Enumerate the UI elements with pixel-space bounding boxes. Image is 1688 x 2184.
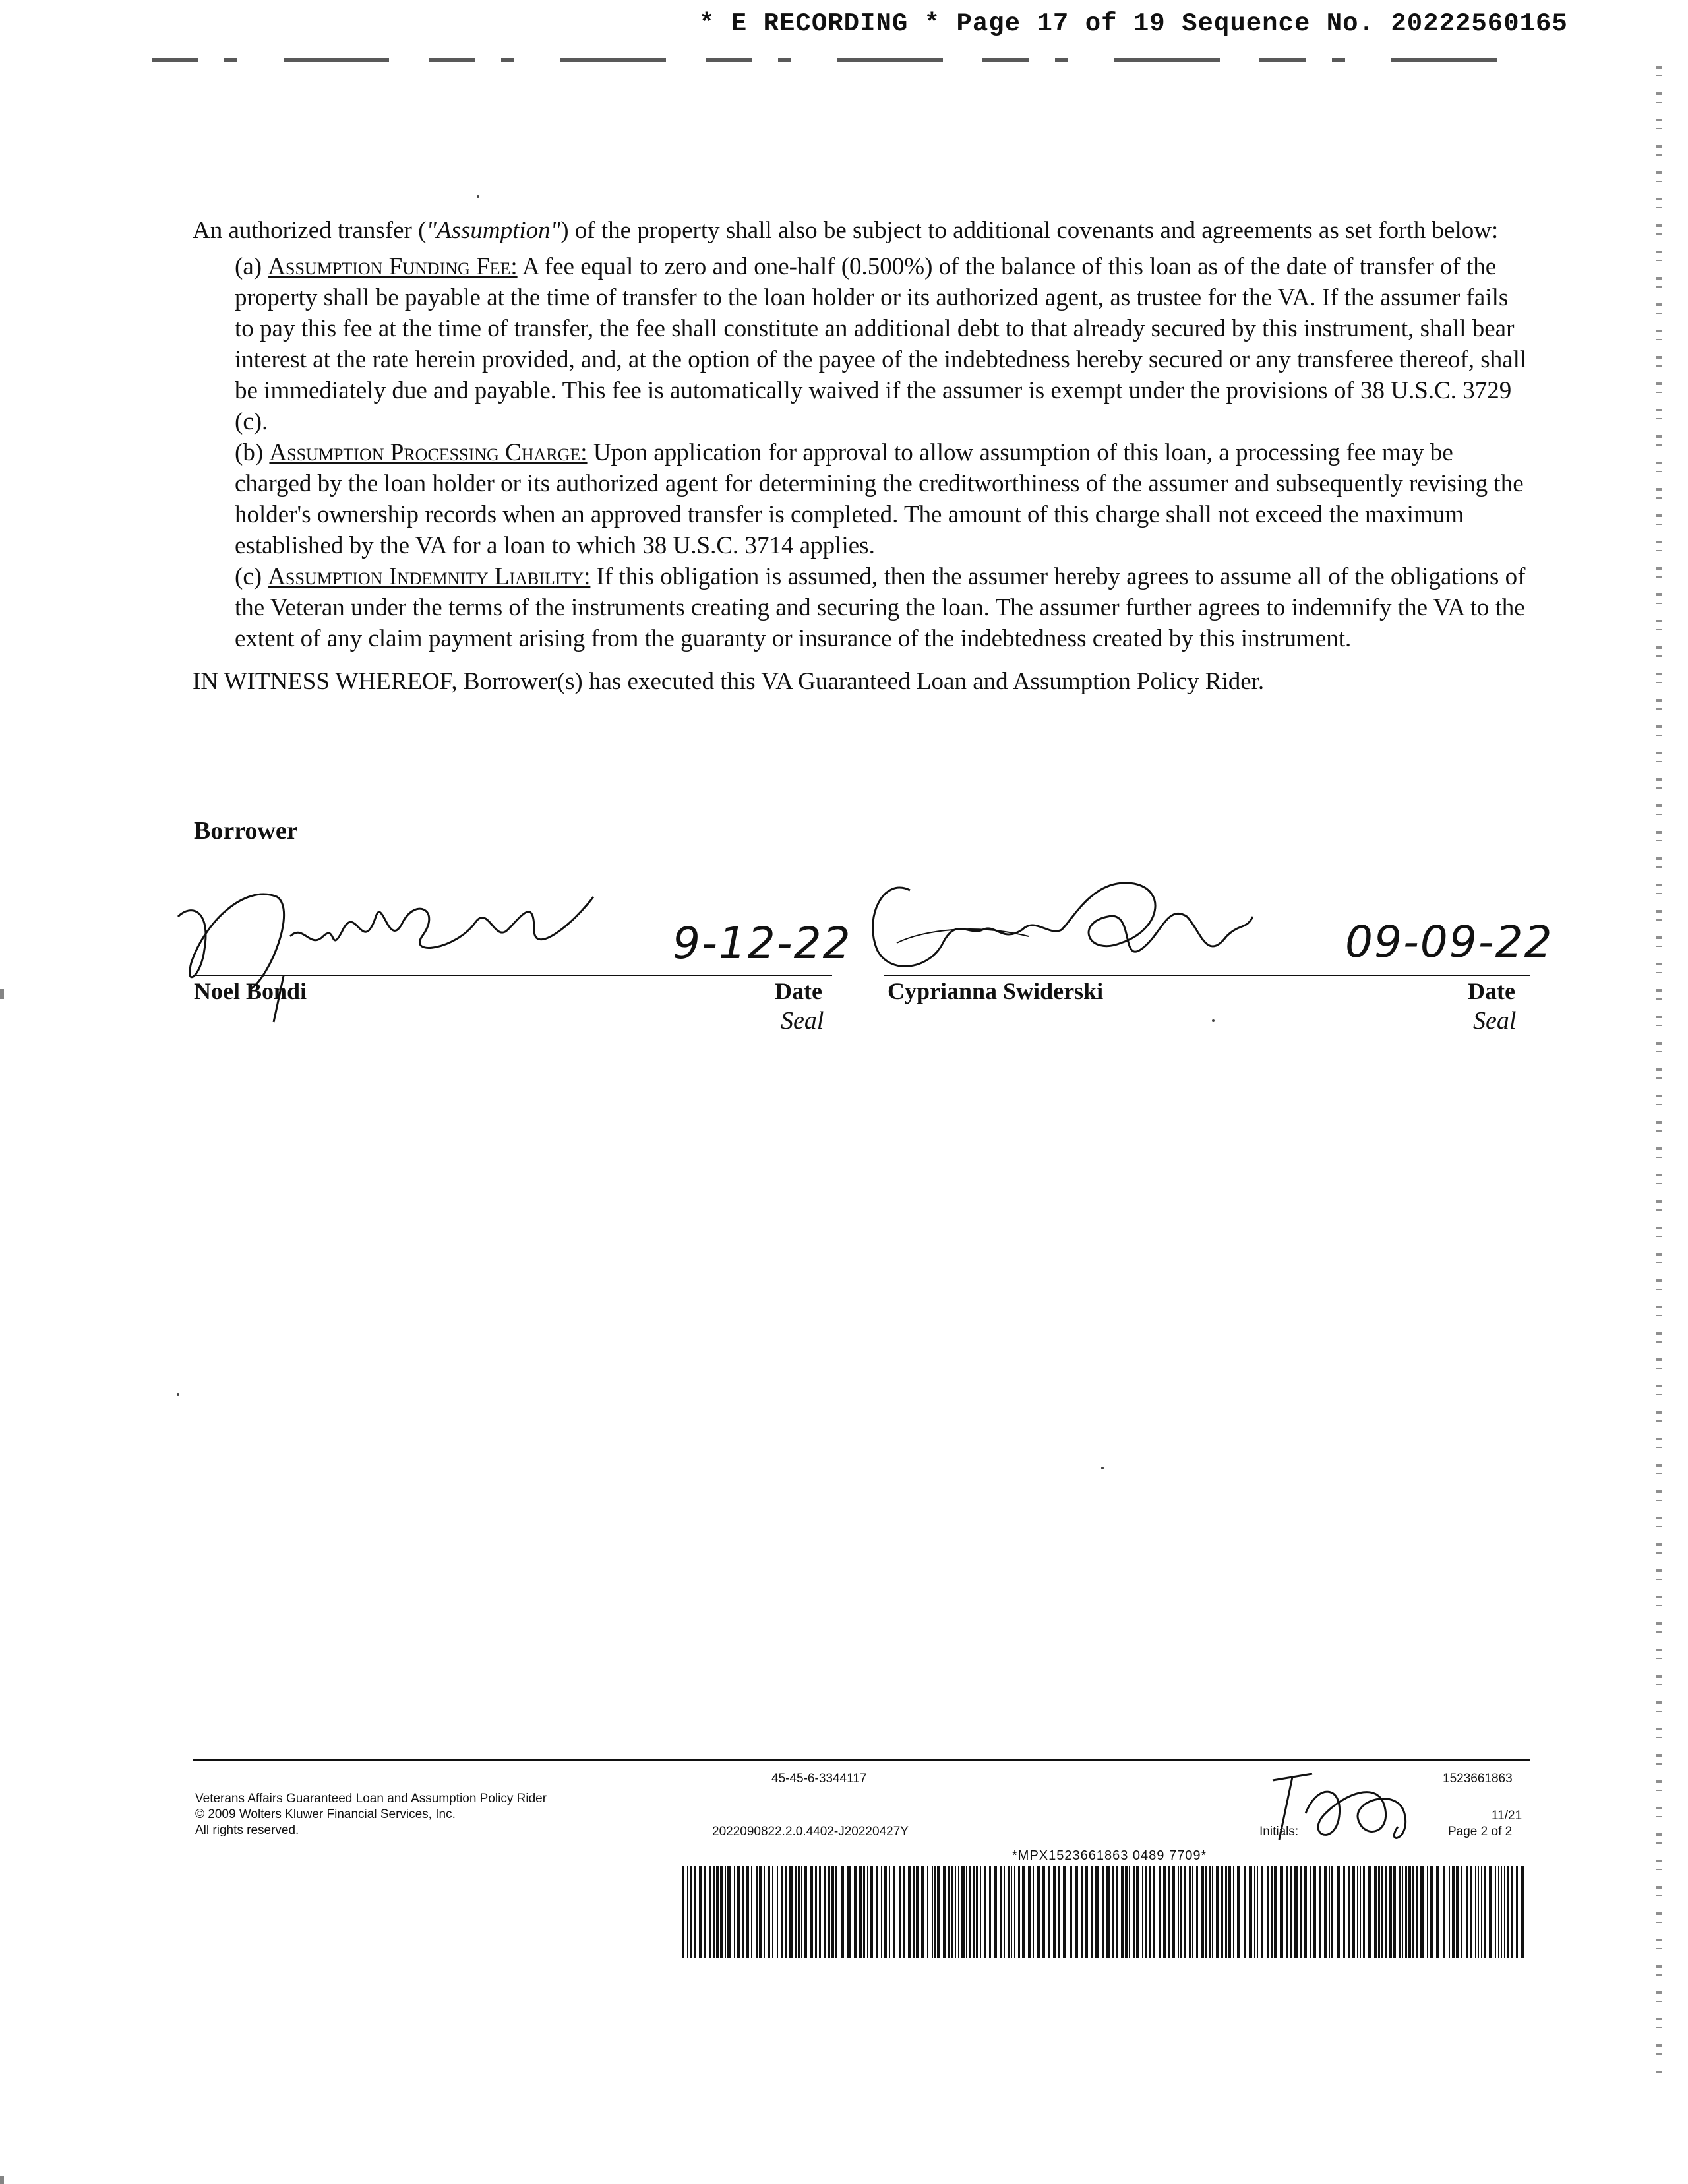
barcode-bar <box>1212 1866 1213 1958</box>
barcode-bar <box>1159 1866 1161 1958</box>
barcode-bar <box>841 1866 844 1958</box>
left-handwritten-date: 9-12-22 <box>673 918 852 969</box>
right-signer-name: Cyprianna Swiderski <box>888 978 1104 1004</box>
barcode-bar <box>716 1866 719 1958</box>
barcode-bar <box>1436 1866 1439 1958</box>
barcode-bar <box>1244 1866 1246 1958</box>
barcode-bar <box>1329 1866 1330 1958</box>
barcode-bar <box>1489 1866 1492 1958</box>
scan-dash-artifact <box>152 58 1510 62</box>
clause-b-text: Upon application for approval to allow assumption of this loan, a processing fee may be charged by the loan holder or its authorized agent for determining the creditworthiness of the assumer and subsequently revising the holder's ownership records when an approved transfer is completed. The amount of this charge shall not exceed the maximum established by the VA for a loan to which 38 U.S.C. 3714 applies. <box>235 439 1524 559</box>
left-signature-line <box>193 975 832 976</box>
barcode-bar <box>1042 1866 1045 1958</box>
clause-c-heading: Assumption Indemnity Liability: <box>268 563 591 590</box>
left-date-label: Date <box>775 978 822 1004</box>
barcode-bar <box>704 1866 706 1958</box>
barcode-bar <box>847 1866 851 1958</box>
barcode-bar <box>1172 1866 1175 1958</box>
barcode-bar <box>764 1866 765 1958</box>
footer-rights: All rights reserved. <box>195 1823 299 1837</box>
barcode-bar <box>1075 1866 1078 1958</box>
barcode-bar <box>1408 1866 1411 1958</box>
barcode-bar <box>1357 1866 1358 1958</box>
barcode-bar <box>751 1866 752 1958</box>
right-seal-label: Seal <box>1473 1007 1517 1035</box>
barcode-bar <box>1461 1866 1462 1958</box>
barcode-bar <box>1416 1866 1418 1958</box>
barcode-bar <box>913 1866 915 1958</box>
barcode-bar <box>937 1866 940 1958</box>
barcode-bar <box>1180 1866 1182 1958</box>
barcode-bar <box>1237 1866 1240 1958</box>
barcode-bar <box>759 1866 762 1958</box>
barcode-bar <box>1033 1866 1034 1958</box>
clause-c-prefix: (c) <box>235 563 268 590</box>
barcode-bar <box>824 1866 826 1958</box>
footer-form-code: 45-45-6-3344117 <box>771 1772 867 1786</box>
barcode-bar <box>1205 1866 1207 1958</box>
barcode-bar <box>1178 1866 1179 1958</box>
barcode-bar <box>785 1866 787 1958</box>
barcode-bar <box>1008 1866 1010 1958</box>
barcode-bar <box>1192 1866 1193 1958</box>
barcode-bar <box>980 1866 981 1958</box>
barcode-bar <box>884 1866 887 1958</box>
scan-right-edge-artifact <box>1656 66 1662 2077</box>
barcode-bar <box>1142 1866 1143 1958</box>
barcode-bar <box>1304 1866 1307 1958</box>
barcode-bar <box>789 1866 793 1958</box>
barcode-bar <box>1516 1866 1518 1958</box>
barcode-bar <box>1095 1866 1099 1958</box>
intro-text-1: An authorized transfer ( <box>193 217 427 244</box>
barcode-bar <box>934 1866 936 1958</box>
barcode-bar <box>1070 1866 1072 1958</box>
barcode-bar <box>815 1866 817 1958</box>
barcode-bar <box>932 1866 933 1958</box>
barcode-bar <box>1022 1866 1025 1958</box>
barcode-bar <box>1153 1866 1155 1958</box>
barcode-bar <box>1313 1866 1316 1958</box>
barcode-bar <box>859 1866 862 1958</box>
barcode-bar <box>1430 1866 1433 1958</box>
barcode-bar <box>1257 1866 1258 1958</box>
barcode-bar <box>1037 1866 1040 1958</box>
footer-doc-id: 2022090822.2.0.4402-J20220427Y <box>712 1825 909 1838</box>
barcode-bar <box>1116 1866 1118 1958</box>
barcode-bar <box>1121 1866 1124 1958</box>
barcode-bar <box>976 1866 978 1958</box>
witness-statement: IN WITNESS WHEREOF, Borrower(s) has executed this VA Guaranteed Loan and Assumption Policy Rider. <box>193 668 1265 695</box>
barcode-bar <box>682 1866 684 1958</box>
barcode-bar <box>984 1866 986 1958</box>
barcode-bar <box>1004 1866 1005 1958</box>
barcode-bar <box>927 1866 928 1958</box>
barcode-bar <box>893 1866 895 1958</box>
footer-initials-label: Initials: <box>1259 1825 1299 1838</box>
intro-assumption-term: "Assumption" <box>426 217 561 244</box>
barcode-bar <box>881 1866 882 1958</box>
barcode-bar <box>1014 1866 1015 1958</box>
barcode-bar <box>1216 1866 1219 1958</box>
barcode-bar <box>870 1866 873 1958</box>
left-seal-label: Seal <box>781 1007 824 1035</box>
barcode-bar <box>854 1866 857 1958</box>
barcode-bar <box>1456 1866 1459 1958</box>
barcode-bar <box>1000 1866 1002 1958</box>
right-handwritten-date: 09-09-22 <box>1345 917 1553 967</box>
barcode-bar <box>1028 1866 1031 1958</box>
barcode-bar <box>1286 1866 1288 1958</box>
barcode-bar <box>1063 1866 1066 1958</box>
barcode-bar <box>903 1866 905 1958</box>
intro-paragraph <box>193 215 1531 246</box>
barcode-bar <box>720 1866 723 1958</box>
barcode-bar <box>756 1866 758 1958</box>
barcode-bar <box>1261 1866 1263 1958</box>
barcode-bar <box>989 1866 991 1958</box>
barcode-bar <box>1209 1866 1211 1958</box>
barcode-bar <box>1360 1866 1361 1958</box>
barcode-bar <box>1337 1866 1340 1958</box>
barcode-bar <box>737 1866 740 1958</box>
barcode-bar <box>961 1866 965 1958</box>
barcode-bar <box>966 1866 967 1958</box>
barcode-bar <box>1163 1866 1166 1958</box>
barcode-bar <box>1504 1866 1505 1958</box>
footer-page-number: Page 2 of 2 <box>1448 1825 1513 1838</box>
right-date-label: Date <box>1468 978 1515 1004</box>
barcode-bar <box>1145 1866 1147 1958</box>
barcode-bar <box>1507 1866 1509 1958</box>
barcode-bar <box>1521 1866 1524 1958</box>
barcode-bar <box>943 1866 946 1958</box>
barcode-bar <box>781 1866 783 1958</box>
barcode-bar <box>690 1866 692 1958</box>
barcode-bar <box>958 1866 959 1958</box>
barcode-bar <box>1452 1866 1455 1958</box>
barcode-bar <box>1324 1866 1327 1958</box>
right-signature-line <box>884 975 1530 976</box>
barcode-bar <box>801 1866 802 1958</box>
barcode-bar <box>1374 1866 1377 1958</box>
barcode-bar <box>1443 1866 1445 1958</box>
barcode-bar <box>727 1866 731 1958</box>
barcode-bar <box>1352 1866 1355 1958</box>
barcode-bar <box>768 1866 770 1958</box>
barcode-bar <box>1196 1866 1198 1958</box>
barcode-bar <box>863 1866 865 1958</box>
barcode-bar <box>1427 1866 1428 1958</box>
barcode <box>682 1866 1528 1958</box>
barcode-bar <box>1363 1866 1365 1958</box>
barcode-bar <box>1412 1866 1414 1958</box>
barcode-bar <box>1085 1866 1088 1958</box>
barcode-bar <box>804 1866 807 1958</box>
footer-form-title: Veterans Affairs Guaranteed Loan and Assumption Policy Rider <box>195 1792 547 1805</box>
barcode-bar <box>1267 1866 1269 1958</box>
barcode-bar <box>1348 1866 1350 1958</box>
barcode-bar <box>772 1866 773 1958</box>
barcode-bar <box>1125 1866 1128 1958</box>
barcode-bar <box>1254 1866 1255 1958</box>
scan-left-edge-artifact <box>0 0 4 2184</box>
clause-c <box>193 561 1531 654</box>
barcode-bar <box>1389 1866 1392 1958</box>
barcode-human-readable: *MPX1523661863 0489 7709* <box>1012 1848 1207 1863</box>
barcode-bar <box>1393 1866 1396 1958</box>
barcode-bar <box>795 1866 797 1958</box>
barcode-bar <box>1466 1866 1468 1958</box>
barcode-bar <box>1233 1866 1234 1958</box>
barcode-bar <box>1294 1866 1298 1958</box>
clause-b-prefix: (b) <box>235 439 270 466</box>
barcode-bar <box>1498 1866 1499 1958</box>
barcode-bar <box>835 1866 837 1958</box>
barcode-bar <box>1381 1866 1383 1958</box>
barcode-bar <box>1201 1866 1204 1958</box>
barcode-bar <box>1184 1866 1186 1958</box>
barcode-bar <box>1290 1866 1292 1958</box>
barcode-bar <box>1511 1866 1513 1958</box>
barcode-bar <box>819 1866 821 1958</box>
barcode-bar <box>713 1866 715 1958</box>
left-signer-name: Noel Bondi <box>194 978 307 1004</box>
barcode-bar <box>1091 1866 1093 1958</box>
barcode-bar <box>1378 1866 1380 1958</box>
barcode-bar <box>828 1866 830 1958</box>
clause-b <box>193 437 1531 561</box>
barcode-bar <box>955 1866 956 1958</box>
barcode-bar <box>1478 1866 1479 1958</box>
barcode-bar <box>1112 1866 1114 1958</box>
barcode-bar <box>1274 1866 1277 1958</box>
intro-text-2: ) of the property shall also be subject to additional covenants and agreements as set forth below: <box>560 217 1499 244</box>
barcode-bar <box>1343 1866 1345 1958</box>
barcode-bar <box>1402 1866 1403 1958</box>
barcode-bar <box>867 1866 868 1958</box>
barcode-bar <box>1495 1866 1496 1958</box>
barcode-bar <box>1048 1866 1050 1958</box>
barcode-bar <box>1319 1866 1321 1958</box>
initials-handwriting <box>1266 1754 1424 1853</box>
barcode-bar <box>1280 1866 1283 1958</box>
barcode-bar <box>742 1866 744 1958</box>
barcode-bar <box>699 1866 702 1958</box>
scan-speck <box>1101 1467 1104 1469</box>
barcode-bar <box>1420 1866 1424 1958</box>
barcode-bar <box>831 1866 834 1958</box>
recording-header: * E RECORDING * Page 17 of 19 Sequence No. 20222560165 <box>699 9 1568 38</box>
barcode-bar <box>1106 1866 1110 1958</box>
barcode-bar <box>1221 1866 1223 1958</box>
clause-a-prefix: (a) <box>235 253 268 280</box>
clause-c-text: If this obligation is assumed, then the assumer hereby agrees to assume all of the obligations of the Veteran under the terms of the instruments creating and securing the loan. The assumer further agrees to indemnify the VA to the extent of any claim payment arising from the guaranty or insurance of the indebtedness created by this instrument. <box>235 563 1526 652</box>
barcode-bar <box>951 1866 953 1958</box>
barcode-bar <box>1149 1866 1151 1958</box>
barcode-bar <box>1501 1866 1502 1958</box>
clause-b-heading: Assumption Processing Charge: <box>269 439 588 466</box>
barcode-bar <box>1136 1866 1139 1958</box>
barcode-bar <box>1271 1866 1273 1958</box>
barcode-bar <box>777 1866 778 1958</box>
barcode-bar <box>1168 1866 1170 1958</box>
clause-a-text: A fee equal to zero and one-half (0.500%) of the balance of this loan as of the date of transfer of the property shall be payable at the time of transfer to the loan holder or its authorized agent, as trustee for the VA. If the assumer fails to pay this fee at the time of transfer, the fee shall constitute an additional debt to that already secured by this instrument, shall bear interest at the rate herein provided, and, at the option of the payee of the indebtedness hereby secured or any transferee thereof, shall be immediately due and payable. This fee is automatically waived if the assumer is exempt under the provisions of 38 U.S.C. 3729 (c). <box>235 253 1527 435</box>
barcode-bar <box>1449 1866 1450 1958</box>
scan-speck <box>177 1393 179 1396</box>
clause-a <box>193 251 1531 437</box>
barcode-bar <box>1368 1866 1372 1958</box>
barcode-bar <box>1081 1866 1083 1958</box>
barcode-bar <box>908 1866 911 1958</box>
scan-speck <box>477 195 479 198</box>
barcode-bar <box>1058 1866 1060 1958</box>
barcode-bar <box>1133 1866 1135 1958</box>
clause-a-heading: Assumption Funding Fee: <box>268 253 518 280</box>
barcode-bar <box>889 1866 890 1958</box>
barcode-bar <box>810 1866 813 1958</box>
barcode-bar <box>921 1866 924 1958</box>
barcode-bar <box>1310 1866 1311 1958</box>
barcode-bar <box>1475 1866 1476 1958</box>
rider-body <box>193 215 1531 697</box>
barcode-bar <box>1484 1866 1486 1958</box>
barcode-bar <box>734 1866 735 1958</box>
barcode-bar <box>1129 1866 1130 1958</box>
barcode-bar <box>725 1866 726 1958</box>
barcode-bar <box>1405 1866 1407 1958</box>
barcode-bar <box>969 1866 971 1958</box>
footer-copyright: © 2009 Wolters Kluwer Financial Services, Inc. <box>195 1807 456 1821</box>
barcode-bar <box>994 1866 997 1958</box>
barcode-bar <box>1189 1866 1191 1958</box>
barcode-bar <box>1225 1866 1227 1958</box>
barcode-bar <box>746 1866 749 1958</box>
barcode-bar <box>899 1866 901 1958</box>
barcode-bar <box>876 1866 878 1958</box>
barcode-bar <box>916 1866 919 1958</box>
barcode-bar <box>798 1866 800 1958</box>
barcode-bar <box>1011 1866 1012 1958</box>
barcode-bar <box>687 1866 688 1958</box>
barcode-bar <box>1228 1866 1231 1958</box>
barcode-bar <box>1399 1866 1401 1958</box>
barcode-bar <box>1102 1866 1104 1958</box>
barcode-bar <box>1481 1866 1482 1958</box>
barcode-bar <box>1470 1866 1472 1958</box>
barcode-bar <box>694 1866 696 1958</box>
barcode-bar <box>1053 1866 1056 1958</box>
borrower-label: Borrower <box>194 817 298 845</box>
barcode-bar <box>1331 1866 1333 1958</box>
barcode-bar <box>1018 1866 1020 1958</box>
barcode-bar <box>1385 1866 1387 1958</box>
scan-speck <box>1212 1019 1215 1022</box>
barcode-bar <box>709 1866 711 1958</box>
barcode-bar <box>973 1866 975 1958</box>
barcode-bar <box>1300 1866 1302 1958</box>
footer-loan-number: 1523661863 <box>1443 1772 1513 1786</box>
footer-revision: 11/21 <box>1492 1809 1522 1823</box>
barcode-bar <box>1249 1866 1252 1958</box>
barcode-bar <box>948 1866 950 1958</box>
